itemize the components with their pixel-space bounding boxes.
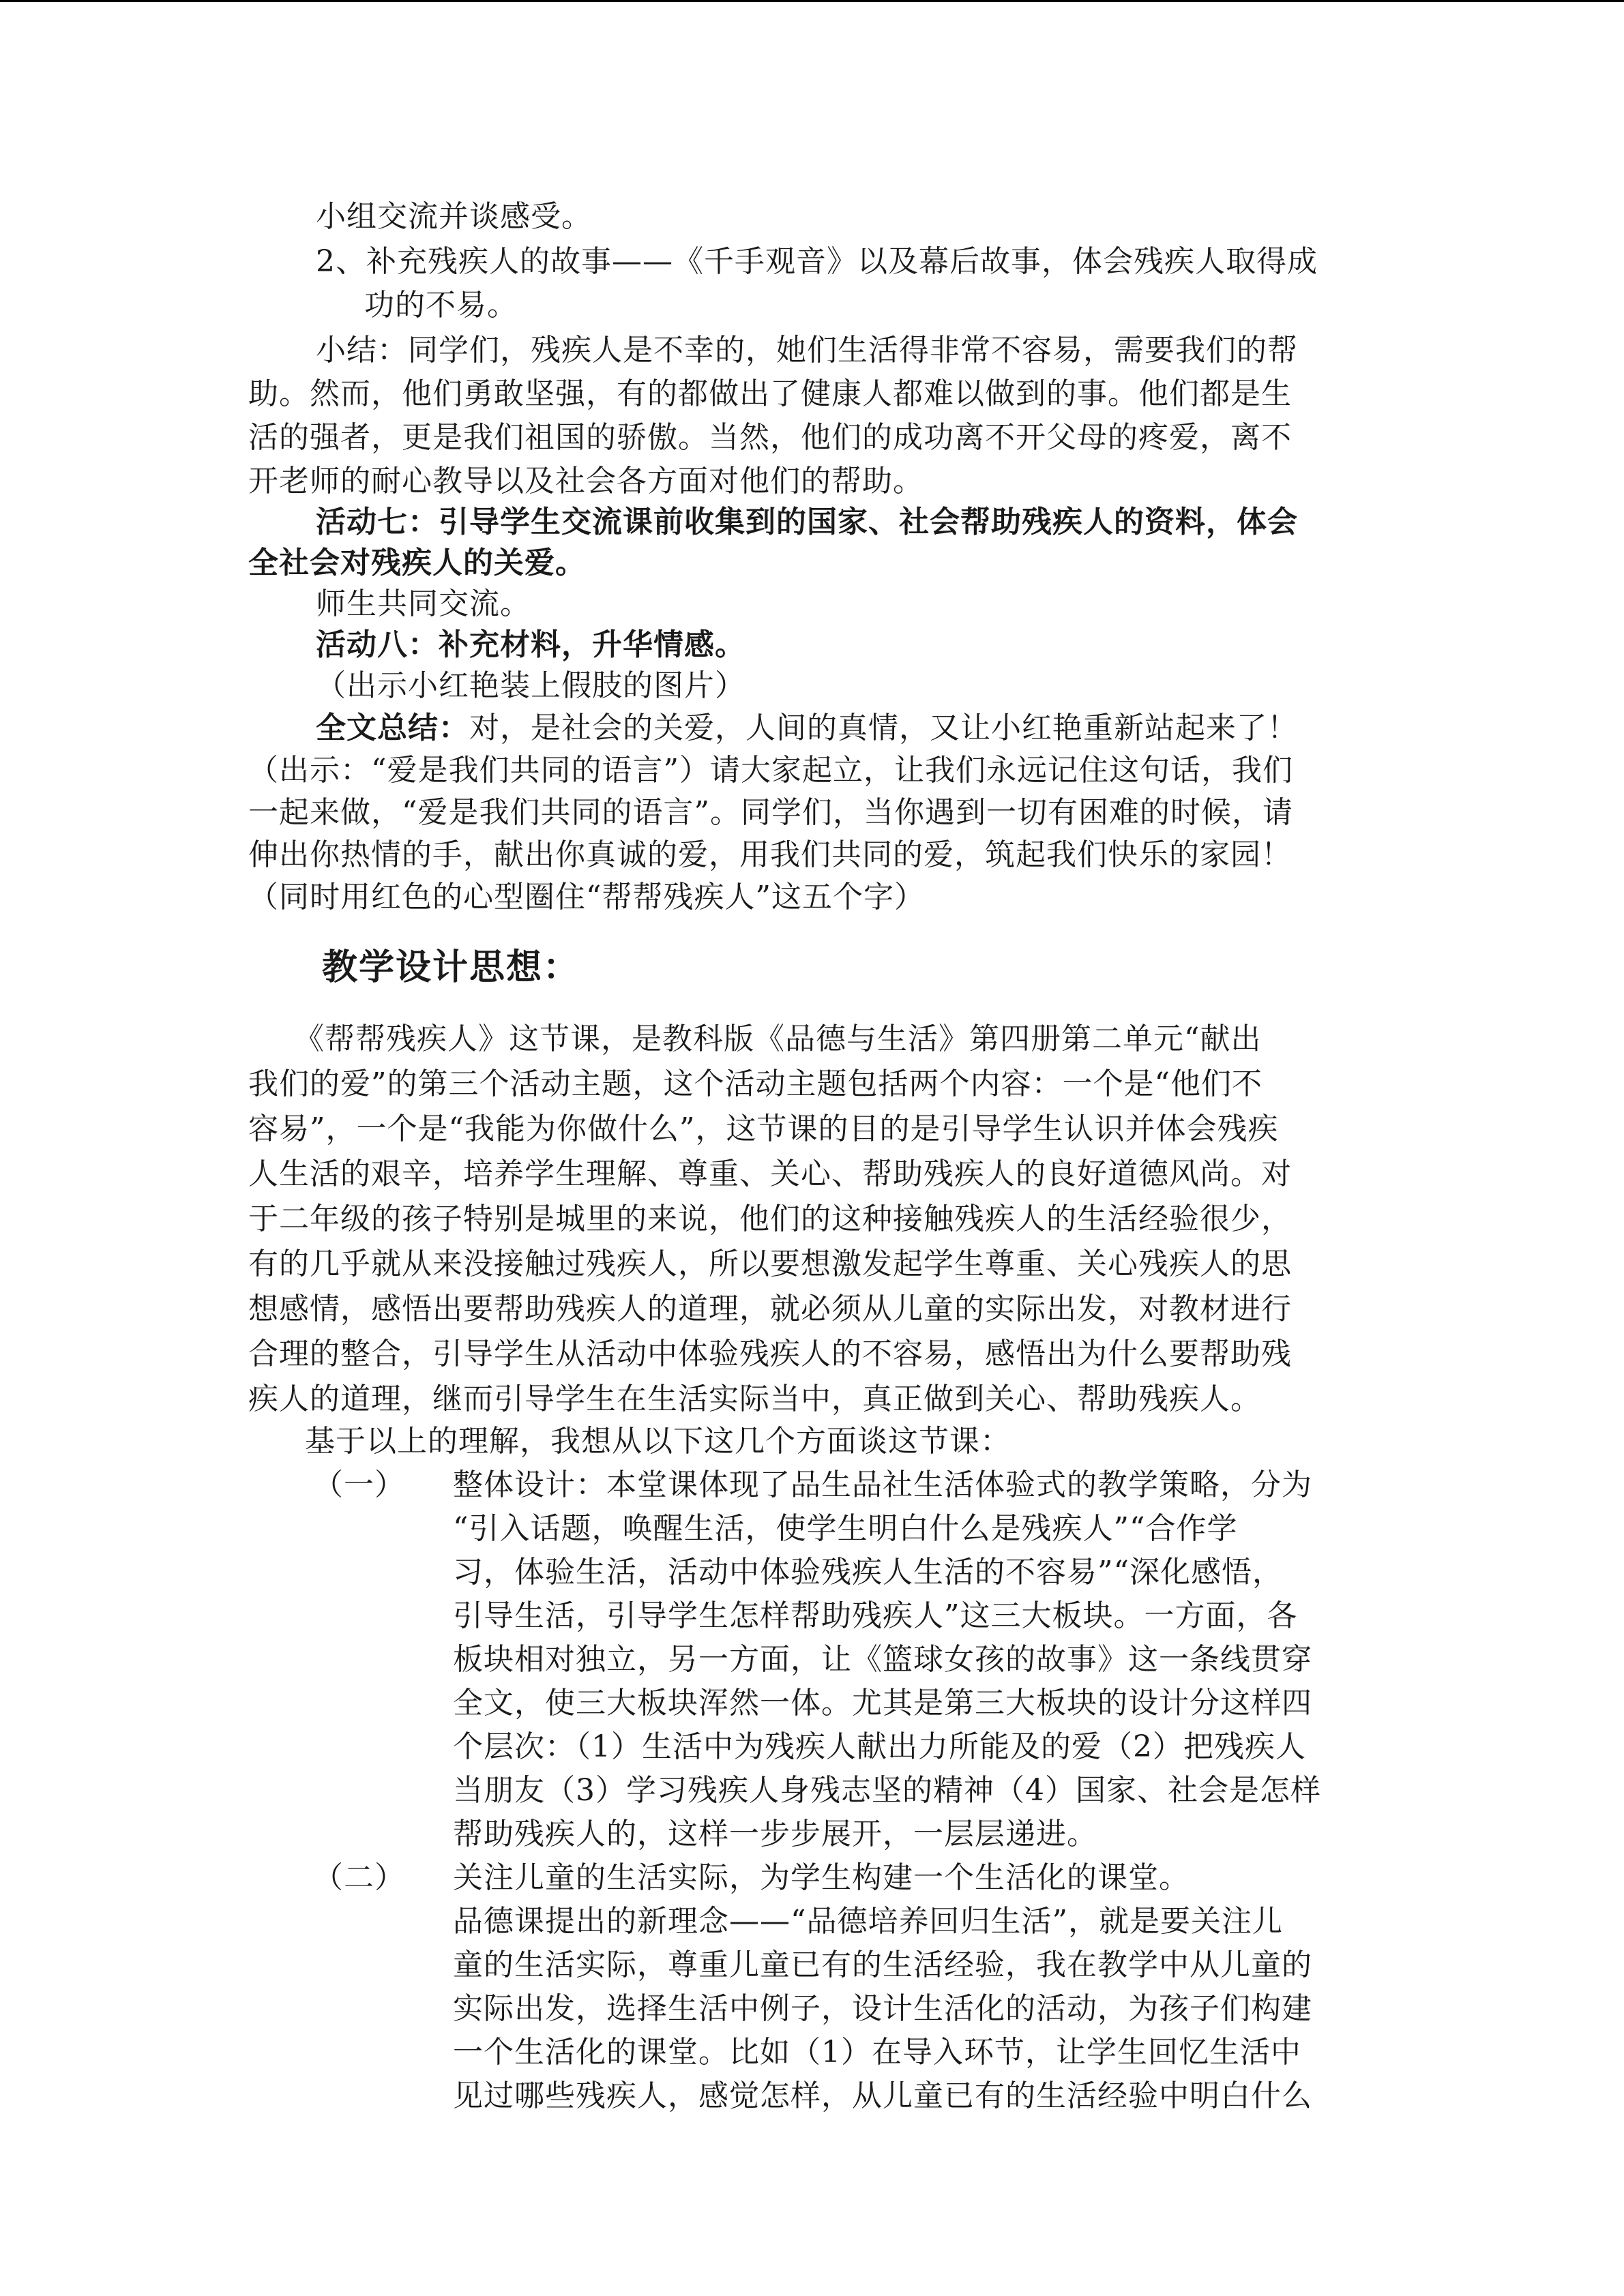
paragraph-line: 我们的爱”的第三个活动主题，这个活动主题包括两个内容：一个是“他们不 [248, 1067, 1263, 1101]
paragraph-line: 伸出你热情的手，献出你真诚的爱，用我们共同的爱，筑起我们快乐的家园！ [248, 837, 1292, 872]
list-item-line: 板块相对独立，另一方面，让《篮球女孩的故事》这一条线贯穿 [453, 1642, 1312, 1677]
summary-label: 全文总结： [316, 711, 469, 745]
paragraph-line: 小结：同学们，残疾人是不幸的，她们生活得非常不容易，需要我们的帮 [316, 333, 1298, 368]
top-border-line [0, 0, 1624, 2]
list-item-line: 个层次：（1）生活中为残疾人献出力所能及的爱（2）把残疾人 [453, 1729, 1306, 1764]
paragraph-line: 师生共同交流。 [316, 586, 531, 621]
list-marker: （一） [313, 1467, 405, 1502]
list-item-line: 帮助残疾人的，这样一步步展开，一层层递进。 [453, 1817, 1097, 1851]
activity-heading: 全社会对残疾人的关爱。 [248, 546, 586, 580]
list-item-line: 引导生活，引导学生怎样帮助残疾人”这三大板块。一方面，各 [453, 1598, 1298, 1633]
list-item-line: 全文，使三大板块浑然一体。尤其是第三大板块的设计分这样四 [453, 1686, 1312, 1720]
paragraph-line: 合理的整合，引导学生从活动中体验残疾人的不容易，感悟出为什么要帮助残 [248, 1337, 1292, 1371]
paragraph-line: 活的强者，更是我们祖国的骄傲。当然，他们的成功离不开父母的疼爱，离不 [248, 420, 1292, 455]
paragraph-line: 人生活的艰辛，培养学生理解、尊重、关心、帮助残疾人的良好道德风尚。对 [248, 1157, 1292, 1191]
list-item-line: 童的生活实际，尊重儿童已有的生活经验，我在教学中从儿童的 [453, 1948, 1312, 1982]
paragraph-line: 基于以上的理解，我想从以下这几个方面谈这节课： [305, 1424, 1011, 1459]
paragraph-line: 一起来做，“爱是我们共同的语言”。同学们，当你遇到一切有困难的时候，请 [248, 795, 1293, 830]
paragraph-line: 《帮帮残疾人》这节课，是教科版《品德与生活》第四册第二单元“献出 [294, 1022, 1262, 1056]
paragraph-line: 疾人的道理，继而引导学生在生活实际当中，真正做到关心、帮助残疾人。 [248, 1382, 1261, 1416]
paragraph-line: 有的几乎就从来没接触过残疾人，所以要想激发起学生尊重、关心残疾人的思 [248, 1247, 1292, 1281]
paragraph-line: 小组交流并谈感受。 [316, 199, 592, 234]
summary-text: 对，是社会的关爱，人间的真情，又让小红艳重新站起来了！ [469, 711, 1298, 745]
list-item-line: 见过哪些残疾人，感觉怎样，从儿童已有的生活经验中明白什么 [453, 2078, 1312, 2113]
paragraph-line: 容易”，一个是“我能为你做什么”，这节课的目的是引导学生认识并体会残疾 [248, 1112, 1279, 1146]
activity-heading: 活动八：补充材料，升华情感。 [316, 627, 745, 662]
paragraph-line: 功的不易。 [364, 288, 518, 323]
paragraph-line: 2、补充残疾人的故事——《千手观音》以及幕后故事，体会残疾人取得成 [316, 244, 1318, 279]
paragraph-line: （出示：“爱是我们共同的语言”）请大家起立，让我们永远记住这句话，我们 [248, 753, 1293, 788]
list-item-line: 当朋友（3）学习残疾人身残志坚的精神（4）国家、社会是怎样 [453, 1773, 1321, 1808]
list-item-line: 一个生活化的课堂。比如（1）在导入环节，让学生回忆生活中 [453, 2035, 1301, 2070]
list-item-line: 习，体验生活，活动中体验残疾人生活的不容易”“深化感悟， [453, 1555, 1283, 1590]
activity-heading: 活动七：引导学生交流课前收集到的国家、社会帮助残疾人的资料，体会 [316, 505, 1298, 539]
list-item-line: 品德课提出的新理念——“品德培养回归生活”，就是要关注儿 [453, 1904, 1283, 1939]
list-item-line: 实际出发，选择生活中例子，设计生活化的活动，为孩子们构建 [453, 1991, 1312, 2026]
paragraph-line: 助。然而，他们勇敢坚强，有的都做出了健康人都难以做到的事。他们都是生 [248, 376, 1292, 411]
list-item-line: “引入话题，唤醒生活，使学生明白什么是残疾人”“合作学 [453, 1511, 1238, 1546]
paragraph-line: （出示小红艳装上假肢的图片） [316, 668, 745, 703]
paragraph-line: 想感情，感悟出要帮助残疾人的道理，就必须从儿童的实际出发，对教材进行 [248, 1292, 1292, 1326]
section-heading: 教学设计思想： [322, 946, 580, 988]
list-marker: （二） [313, 1860, 405, 1895]
paragraph-line: （同时用红色的心型圈住“帮帮残疾人”这五个字） [248, 880, 925, 914]
paragraph-line: 于二年级的孩子特别是城里的来说，他们的这种接触残疾人的生活经验很少， [248, 1202, 1292, 1236]
list-item-line: 整体设计：本堂课体现了品生品社生活体验式的教学策略，分为 [453, 1467, 1312, 1502]
paragraph-line: 开老师的耐心教导以及社会各方面对他们的帮助。 [248, 464, 924, 498]
summary-line [316, 708, 1298, 749]
list-item-line: 关注儿童的生活实际，为学生构建一个生活化的课堂。 [453, 1860, 1190, 1895]
